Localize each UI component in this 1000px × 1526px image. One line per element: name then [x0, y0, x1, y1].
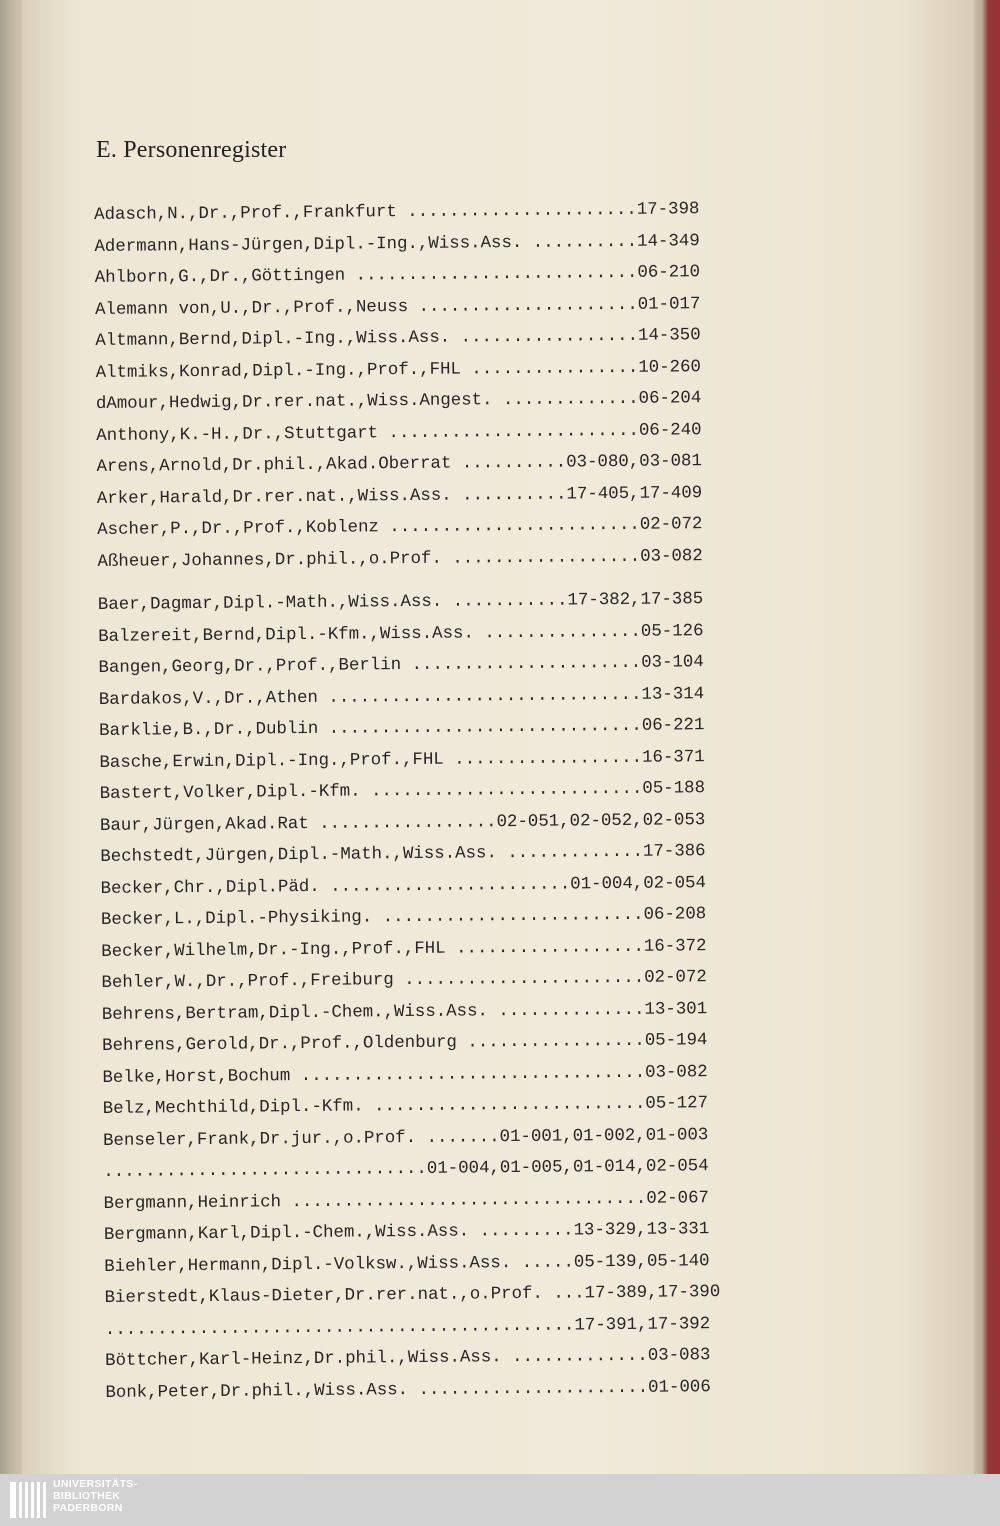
- book-cover-edge: [974, 0, 1000, 1474]
- entry-name: dAmour,Hedwig,Dr.rer.nat.,Wiss.Angest.: [95, 391, 493, 414]
- entry-references: 03-104: [641, 653, 704, 673]
- entry-name: Benseler,Frank,Dr.jur.,o.Prof.: [102, 1128, 417, 1151]
- dot-leader: .........: [469, 1221, 574, 1242]
- entry-references: 02-067: [646, 1188, 710, 1209]
- entry-name: Bergmann,Heinrich: [103, 1192, 282, 1214]
- entry-references: 14-349: [637, 231, 700, 252]
- entry-references: 01-006: [648, 1377, 711, 1398]
- dot-leader: ........................: [378, 515, 640, 538]
- entry-name: Behrens,Bertram,Dipl.-Chem.,Wiss.Ass.: [101, 1001, 489, 1025]
- dot-leader: .............................................: [104, 1315, 575, 1340]
- entry-name: Adermann,Hans-Jürgen,Dipl.-Ing.,Wiss.Ass.: [94, 233, 523, 257]
- entry-references: 03-080,03-081: [566, 452, 702, 473]
- entry-references: 17-389,17-390: [584, 1283, 721, 1304]
- logo-line: UNIVERSITÄTS-: [53, 1478, 138, 1490]
- entry-name: Biehler,Hermann,Dipl.-Volksw.,Wiss.Ass.: [104, 1253, 512, 1277]
- entry-name: Baur,Jürgen,Akad.Rat: [99, 814, 309, 836]
- entry-name: Bierstedt,Klaus-Dieter,Dr.rer.nat.,o.Prof.: [104, 1284, 543, 1308]
- dot-leader: ..........................: [360, 779, 643, 802]
- entry-name: Ascher,P.,Dr.,Prof.,Koblenz: [97, 518, 380, 540]
- dot-leader: .......................: [393, 968, 645, 991]
- entry-name: Basche,Erwin,Dipl.-Ing.,Prof.,FHL: [99, 750, 444, 773]
- entry-name: Bastert,Volker,Dipl.-Kfm.: [99, 782, 361, 804]
- entry-name: Barklie,B.,Dr.,Dublin: [99, 719, 319, 741]
- entry-references: 06-208: [643, 905, 707, 925]
- entry-name: Balzereit,Bernd,Dipl.-Kfm.,Wiss.Ass.: [98, 623, 474, 647]
- dot-leader: .................: [450, 326, 639, 348]
- dot-leader: ...............................: [103, 1159, 427, 1182]
- entry-references: 05-126: [640, 621, 704, 642]
- entry-references: 13-301: [644, 999, 708, 1020]
- entry-references: 05-139,05-140: [573, 1251, 710, 1272]
- dot-leader: ..................: [443, 748, 643, 770]
- entry-references: 17-386: [642, 842, 706, 862]
- section-heading: E. Personenregister: [96, 137, 287, 163]
- dot-leader: .......: [416, 1127, 500, 1148]
- entry-references: 01-017: [637, 294, 701, 315]
- dot-leader: .............: [492, 389, 639, 411]
- entry-name: Bangen,Georg,Dr.,Prof.,Berlin: [98, 656, 402, 678]
- entry-name: Belke,Horst,Bochum: [102, 1066, 291, 1088]
- entry-references: 05-127: [645, 1094, 709, 1114]
- library-logo-icon: [8, 1478, 48, 1522]
- entry-references: 01-004,01-005,01-014,02-054: [426, 1157, 709, 1179]
- dot-leader: .........................: [372, 905, 644, 928]
- entry-references: 03-082: [640, 546, 703, 567]
- entry-name: Becker,Chr.,Dipl.Päd.: [100, 877, 320, 899]
- entry-name: Becker,L.,Dipl.-Physiking.: [100, 908, 373, 930]
- entry-name: Behrens,Gerold,Dr.,Prof.,Oldenburg: [102, 1033, 458, 1056]
- dot-leader: ..........................: [363, 1094, 646, 1117]
- dot-leader: ........................: [377, 421, 640, 443]
- entry-name: Altmiks,Konrad,Dipl.-Ing.,Prof.,FHL: [95, 359, 462, 383]
- entry-name: Behler,W.,Dr.,Prof.,Freiburg: [101, 971, 394, 993]
- logo-line: BIBLIOTHEK: [53, 1490, 121, 1502]
- library-logo-text: [53, 1478, 137, 1514]
- dot-leader: ..........: [451, 453, 567, 474]
- dot-leader: ...............: [473, 622, 641, 643]
- entry-name: Altmann,Bernd,Dipl.-Ing.,Wiss.Ass.: [95, 328, 451, 351]
- dot-leader: .......................: [319, 874, 571, 897]
- entry-references: 06-240: [638, 420, 702, 441]
- entry-references: 06-221: [641, 716, 705, 736]
- entry-references: 17-398: [636, 200, 700, 220]
- dot-leader: .............: [501, 1346, 648, 1368]
- dot-leader: .................................: [290, 1063, 646, 1086]
- dot-leader: ..............: [487, 1000, 645, 1021]
- entry-references: 01-001,01-002,01-003: [499, 1125, 709, 1147]
- entry-name: Arens,Arnold,Dr.phil.,Akad.Oberrat: [96, 454, 452, 477]
- entry-references: 03-082: [644, 1062, 708, 1083]
- dot-leader: .....: [511, 1252, 574, 1273]
- entry-name: Bardakos,V.,Dr.,Athen: [98, 688, 319, 710]
- entry-references: 14-350: [637, 326, 701, 346]
- entry-references: 03-083: [647, 1346, 711, 1366]
- entry-name: Becker,Wilhelm,Dr.-Ing.,Prof.,FHL: [101, 939, 446, 962]
- entry-references: 17-382,17-385: [567, 590, 704, 611]
- entry-references: 05-188: [642, 779, 706, 799]
- dot-leader: ..............................: [317, 685, 642, 708]
- library-footer-bar: [0, 1474, 1000, 1526]
- entry-name: Bechstedt,Jürgen,Dipl.-Math.,Wiss.Ass.: [100, 844, 497, 867]
- dot-leader: ..............................: [318, 716, 642, 739]
- entry-name: Arker,Harald,Dr.rer.nat.,Wiss.Ass.: [96, 486, 452, 509]
- entry-name: Alemann von,U.,Dr.,Prof.,Neuss: [94, 297, 409, 320]
- entry-references: 02-051,02-052,02-053: [496, 810, 706, 832]
- entry-references: 16-372: [643, 936, 707, 957]
- dot-leader: ..................: [445, 937, 644, 959]
- dot-leader: ..................................: [280, 1189, 647, 1212]
- entry-name: Belz,Mechthild,Dipl.-Kfm.: [102, 1097, 364, 1119]
- dot-leader: ..........: [522, 232, 638, 253]
- entry-references: 13-329,13-331: [573, 1220, 710, 1241]
- person-index-list: [94, 193, 826, 1409]
- entry-references: 01-004,02-054: [570, 873, 706, 894]
- entry-name: Anthony,K.-H.,Dr.,Stuttgart: [96, 423, 379, 446]
- entry-name: Böttcher,Karl-Heinz,Dr.phil.,Wiss.Ass.: [105, 1348, 502, 1371]
- entry-references: 02-072: [639, 515, 703, 535]
- entry-name: Aßheuer,Johannes,Dr.phil.,o.Prof.: [97, 549, 442, 572]
- entry-references: 13-314: [641, 684, 705, 705]
- dot-leader: .................: [456, 1031, 645, 1053]
- dot-leader: ......................: [396, 200, 637, 223]
- logo-line: PADERBORN: [53, 1502, 123, 1514]
- entry-name: Adasch,N.,Dr.,Prof.,Frankfurt: [94, 203, 397, 225]
- dot-leader: ......................: [408, 1378, 649, 1400]
- dot-leader: ...........: [442, 591, 568, 612]
- dot-leader: .............: [496, 842, 644, 864]
- entry-references: 06-210: [637, 263, 701, 283]
- entry-references: 05-194: [644, 1031, 708, 1051]
- dot-leader: ..........: [451, 484, 567, 506]
- entry-name: Bonk,Peter,Dr.phil.,Wiss.Ass.: [105, 1380, 409, 1403]
- entry-references: 16-371: [641, 747, 705, 768]
- dot-leader: ...........................: [345, 263, 638, 286]
- entry-name: Ahlborn,G.,Dr.,Göttingen: [94, 266, 346, 288]
- entry-name: Baer,Dagmar,Dipl.-Math.,Wiss.Ass.: [97, 592, 443, 615]
- entry-references: 10-260: [638, 357, 702, 378]
- dot-leader: ................: [460, 358, 639, 379]
- dot-leader: ...: [542, 1284, 585, 1304]
- dot-leader: ..................: [441, 547, 641, 569]
- index-entry: [97, 540, 817, 578]
- entry-references: 17-405,17-409: [566, 483, 703, 504]
- entry-references: 06-204: [638, 389, 702, 409]
- dot-leader: .................: [308, 812, 497, 834]
- entry-name: Bergmann,Karl,Dipl.-Chem.,Wiss.Ass.: [103, 1222, 470, 1245]
- entry-references: 02-072: [644, 968, 707, 988]
- dot-leader: ......................: [401, 653, 642, 676]
- entry-references: 17-391,17-392: [574, 1314, 711, 1335]
- dot-leader: .....................: [408, 295, 638, 317]
